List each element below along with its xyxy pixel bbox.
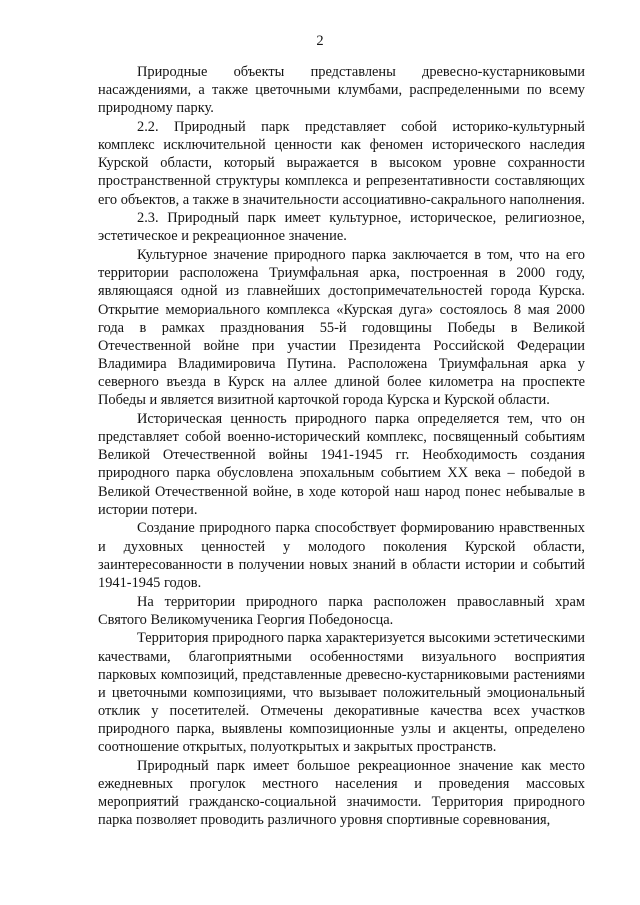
paragraph-park-creation: Создание природного парка способствует формированию нравственных и духовных ценностей у молодого поколения Курской области, заинтересованности в получении новых знаний в области истории и событий 1941-1945 годов.	[98, 520, 585, 591]
paragraph-aesthetic-value: Территория природного парка характеризуется высокими эстетическими качествами, благоприятными особенностями визуального восприятия парковых композиций, представленные древесно-кустарниковыми растениями и цветочными композициями, что вызывает положительный эмоциональный отклик у посетителей. Отмечены декоративные качества всех участков природного парка, выявлены композиционные узлы и акценты, определено соотношение открытых, полуоткрытых и закрытых пространств.	[98, 630, 585, 756]
paragraph-recreational-value: Природный парк имеет большое рекреационное значение как место ежедневных прогулок местного населения и проведения массовых мероприятий гражданско-социальной значимости. Территория природного парка позволяет проводить различного уровня спортивные соревнования,	[98, 757, 585, 829]
paragraph-natural-objects: Природные объекты представлены древесно-кустарниковыми насаждениями, а также цветочными клумбами, распределенными по всему природному парку.	[98, 64, 585, 117]
paragraph-historical-value: Историческая ценность природного парка определяется тем, что он представляет собой военно-исторический комплекс, посвященный событиям Великой Отечественной войны 1941-1945 гг. Необходимость создания природного парка обусловлена эпохальным событием XX века – победой в Великой Отечественной войне, в ходе которой наш народ понес небывалые в истории потери.	[98, 410, 585, 518]
paragraph-cultural-value: Культурное значение природного парка заключается в том, что на его территории расположена Триумфальная арка, построенная в 2000 году, являющаяся одной из главнейших достопримечательностей города Курска. Открытие мемориального комплекса «Курская дуга» состоялось 8 мая 2000 года в рамках празднования 55-й годовщины Победы в Великой Отечественной войне при участии Президента Российской Федерации Владимира Владимировича Путина. Расположена Триумфальная арка у северного въезда в Курск на аллее длиной более километра на проспекте Победы и является визитной карточкой города Курска и Курской области.	[98, 247, 585, 409]
paragraph-section-2-2: 2.2. Природный парк представляет собой историко-культурный комплекс исключительной ценности как феномен исторического наследия Курской области, который выражается в высоком уровне сохранности пространственной структуры комплекса и репрезентативности составляющих его объектов, а также в значительности ассоциативно-сакрального наполнения.	[98, 118, 585, 208]
paragraph-orthodox-church: На территории природного парка расположен православный храм Святого Великомученика Георгия Победоносца.	[98, 593, 585, 628]
paragraph-section-2-3: 2.3. Природный парк имеет культурное, историческое, религиозное, эстетическое и рекреационное значение.	[98, 210, 585, 245]
page-number: 2	[316, 33, 324, 49]
document-body	[98, 63, 585, 830]
